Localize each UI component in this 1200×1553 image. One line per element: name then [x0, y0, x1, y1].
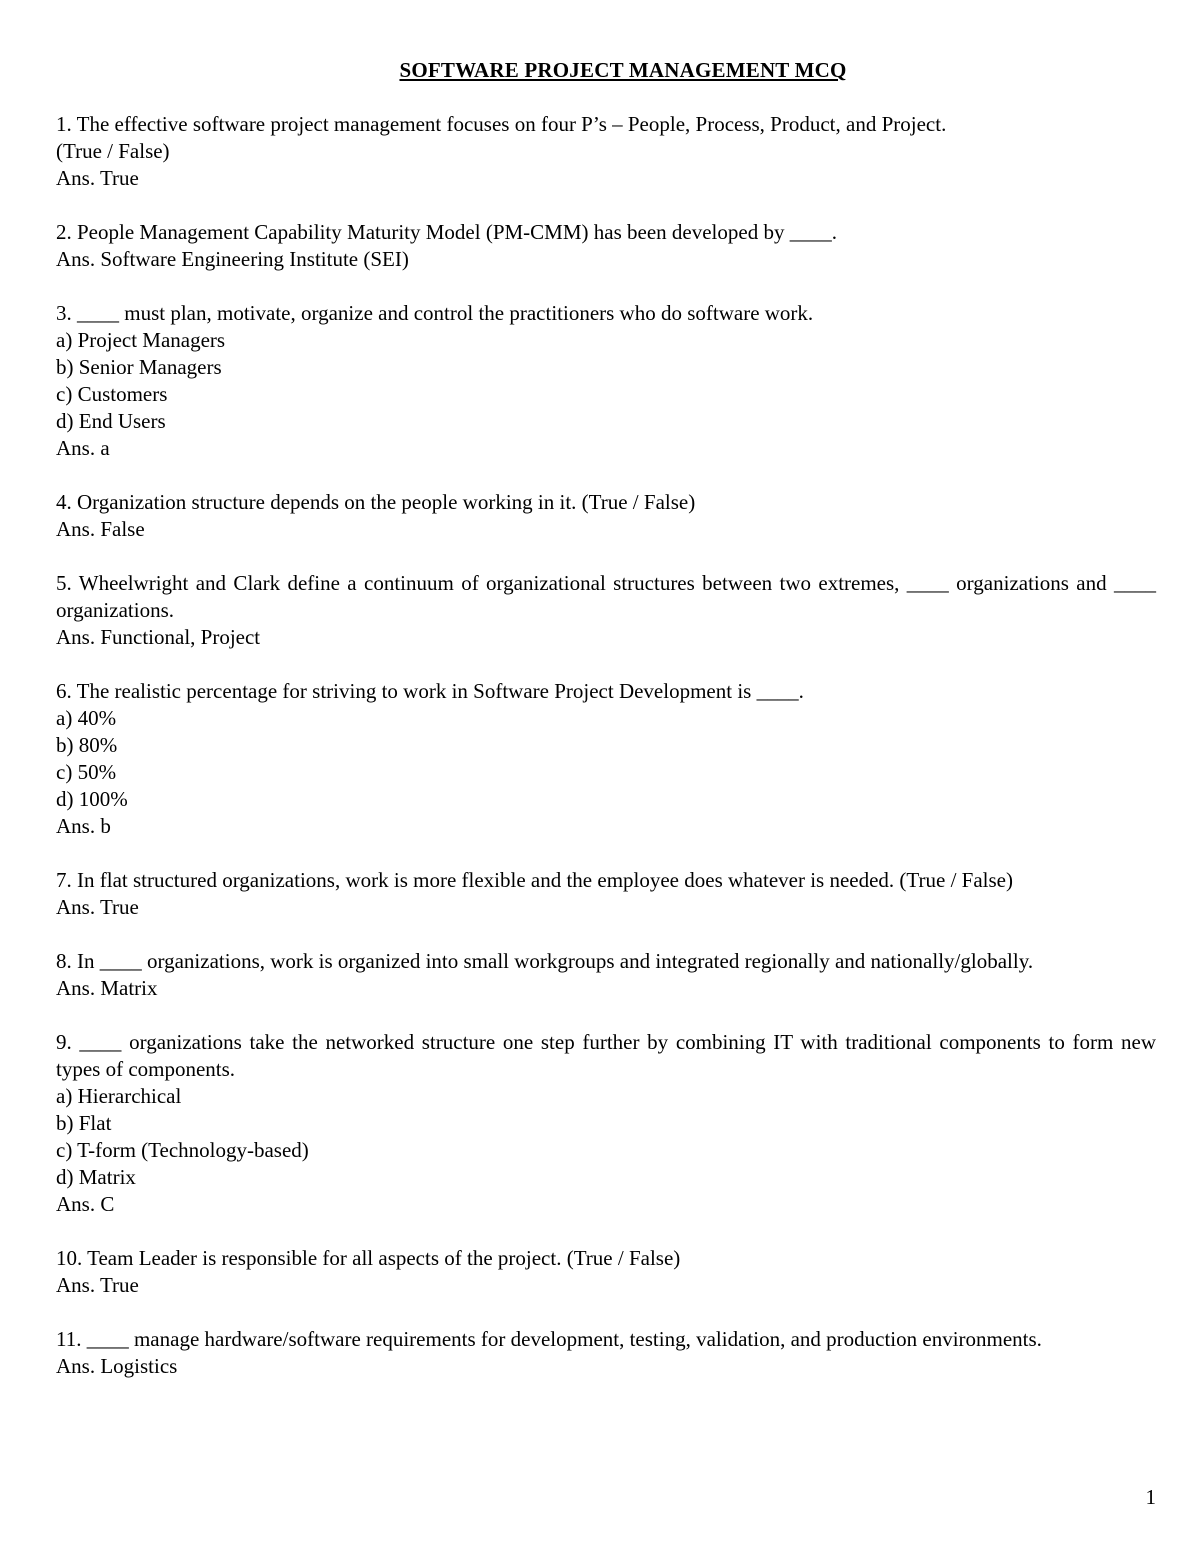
question-text: 5. Wheelwright and Clark define a continuum of organizational structures between two extremes, ____ organizations and ____ organizations. — [56, 571, 1156, 622]
question-10 — [56, 1245, 1156, 1299]
question-9 — [56, 1029, 1156, 1218]
option-d: d) End Users — [56, 409, 166, 433]
option-a: a) Project Managers — [56, 328, 226, 352]
answer-text: Ans. Functional, Project — [56, 625, 261, 649]
question-1 — [56, 111, 1156, 192]
option-b: b) Flat — [56, 1111, 112, 1135]
question-text: 3. ____ must plan, motivate, organize and control the practitioners who do software work. — [56, 301, 814, 325]
option-a: a) 40% — [56, 706, 117, 730]
answer-text: Ans. Matrix — [56, 976, 158, 1000]
answer-text: Ans. True — [56, 166, 139, 190]
question-text: 4. Organization structure depends on the people working in it. (True / False) — [56, 490, 696, 514]
question-choice-hint: (True / False) — [56, 139, 170, 163]
question-4 — [56, 489, 1156, 543]
question-text: 6. The realistic percentage for striving to work in Software Project Development is ____. — [56, 679, 804, 703]
question-text: 8. In ____ organizations, work is organized into small workgroups and integrated regionally and nationally/globally. — [56, 949, 1034, 973]
answer-text: Ans. True — [56, 895, 139, 919]
question-text: 1. The effective software project management focuses on four P’s – People, Process, Product, and Project. — [56, 112, 947, 136]
question-2 — [56, 219, 1156, 273]
document-title: SOFTWARE PROJECT MANAGEMENT MCQ — [399, 58, 847, 82]
question-text: 7. In flat structured organizations, work is more flexible and the employee does whatever is needed. (True / False) — [56, 868, 1013, 892]
question-3 — [56, 300, 1156, 462]
option-c: c) T-form (Technology-based) — [56, 1138, 309, 1162]
question-11 — [56, 1326, 1156, 1380]
question-8 — [56, 948, 1156, 1002]
answer-text: Ans. Software Engineering Institute (SEI) — [56, 247, 409, 271]
answer-text: Ans. True — [56, 1273, 139, 1297]
option-c: c) 50% — [56, 760, 117, 784]
answer-text: Ans. a — [56, 436, 110, 460]
question-6 — [56, 678, 1156, 840]
answer-text: Ans. False — [56, 517, 145, 541]
question-text: 9. ____ organizations take the networked structure one step further by combining IT with traditional components to form new types of components. — [56, 1030, 1156, 1081]
question-text: 2. People Management Capability Maturity Model (PM-CMM) has been developed by ____. — [56, 220, 837, 244]
option-b: b) 80% — [56, 733, 118, 757]
option-d: d) Matrix — [56, 1165, 136, 1189]
answer-text: Ans. Logistics — [56, 1354, 178, 1378]
option-d: d) 100% — [56, 787, 128, 811]
answer-text: Ans. b — [56, 814, 111, 838]
question-text: 11. ____ manage hardware/software requirements for development, testing, validation, and production environments. — [56, 1327, 1042, 1351]
option-c: c) Customers — [56, 382, 168, 406]
page-number: 1 — [1145, 1485, 1156, 1509]
option-b: b) Senior Managers — [56, 355, 222, 379]
option-a: a) Hierarchical — [56, 1084, 182, 1108]
question-text: 10. Team Leader is responsible for all aspects of the project. (True / False) — [56, 1246, 681, 1270]
question-7 — [56, 867, 1156, 921]
answer-text: Ans. C — [56, 1192, 115, 1216]
question-list — [56, 111, 1156, 1407]
question-5 — [56, 570, 1156, 651]
